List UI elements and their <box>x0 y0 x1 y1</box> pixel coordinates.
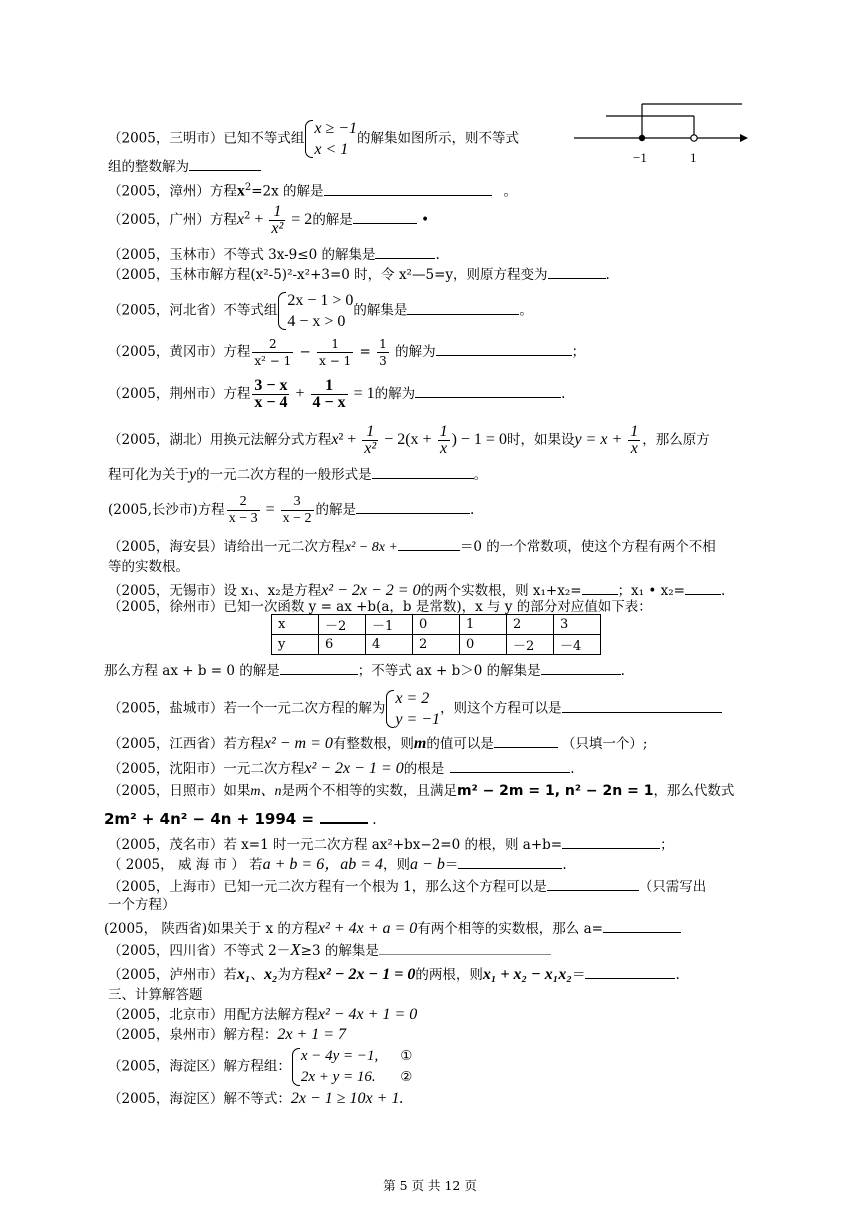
problem-zhangzhou: （2005，漳州）方程$x^2=2x$ 的解是 。 <box>108 182 518 200</box>
problem-beijing: （2005，北京市）用配方法解方程x² − 4x + 1 = 0 <box>108 1006 418 1023</box>
problem-hubei: （2005，湖北）用换元法解分式方程x² + $\frac{1}{\text{x²}}$ − 2(x + $\frac{1}{x}$ ) − 1 = 0时，如果设y = x + $\frac{1}{x}$ ，那么原方 <box>108 423 710 457</box>
fraction: $\frac{1}{\text{x²}}$ <box>364 423 377 457</box>
problem-yulin-2: （2005，玉林市解方程(x²-5)²-x²+3=0 时，令 x²—5=y，则原方程变为 . <box>108 264 610 284</box>
answer-blank <box>582 580 618 595</box>
answer-blank <box>353 209 417 224</box>
problem-haidian-1: （2005，海淀区）解方程组： x − 4y = −1, 2x + y = 16. ① ② <box>108 1046 412 1088</box>
answer-blank <box>547 876 639 891</box>
equation-markers: ① ② <box>400 1048 413 1085</box>
answer-blank <box>450 758 570 773</box>
answer-blank <box>548 264 606 279</box>
problem-quanzhou: （2005，泉州市）解方程：2x + 1 = 7 <box>108 1026 347 1043</box>
answer-blank <box>372 464 474 479</box>
problem-xuzhou: （2005，徐州市）已知一次函数 y = ax +b(a，b 是常数)，x 与 y 的部分对应值如下表： <box>108 599 652 615</box>
problem-sichuan: （2005，四川省）不等式 2－X≥3 的解集是 <box>108 940 551 960</box>
svg-text:1: 1 <box>690 150 697 165</box>
problem-rizhao: （2005，日照市）如果m、n是两个不相等的实数，且满足m² − 2m = 1, n² − 2n = 1，那么代数式 <box>108 783 735 799</box>
table-row: x －2 －1 0 1 2 3 <box>272 615 601 635</box>
problem-jingzhou: （2005，荆州市）方程 $\frac{3 - x}{x - 4}$ + $\frac{1}{4 - x}$ = 1的解为 . <box>108 377 566 411</box>
answer-blank <box>436 341 572 356</box>
answer-blank <box>685 580 721 595</box>
page-footer: 第 5 页 共 12 页 <box>383 1178 477 1193</box>
answer-blank <box>189 156 261 171</box>
problem-yulin-1: （2005，玉林市）不等式 3x-9≤0 的解集是 . <box>108 244 440 264</box>
solution-system: x = 2 y = −1 <box>385 688 440 730</box>
problem-sanming: （2005，三明市）已知不等式组 x ≥ −1 x < 1 的解集如图所示，则不等式 <box>108 120 520 158</box>
problem-changsha: (2005,长沙市)方程 $\frac{2}{x - 3}$ = $\frac{3}{x - 2}$ 的解是 . <box>108 494 475 526</box>
problem-haian: （2005，海安县）请给出一元二次方程x² − 8x + ＝0 的一个常数项，使这个方程有两个不相 <box>108 536 716 557</box>
answer-blank <box>541 660 621 675</box>
problem-yancheng: （2005，盐城市）若一个一元二次方程的解为 x = 2 y = −1 ，则这个方程可以是 <box>108 688 722 730</box>
answer-blank <box>585 964 675 979</box>
answer-blank <box>458 854 562 869</box>
problem-haidian-2: （2005，海淀区）解不等式：2x − 1 ≥ 10x + 1. <box>108 1090 404 1107</box>
fraction: $\frac{3}{x - 2}$ <box>282 494 312 526</box>
inequality-system: x ≥ −1 x < 1 <box>304 118 357 160</box>
problem-xuzhou-cont: 那么方程 ax + b = 0 的解是 ；不等式 ax + b＞0 的解集是 . <box>104 660 625 680</box>
section-heading: 三、计算解答题 <box>108 987 203 1003</box>
problem-hubei-cont: 程可化为关于y的一元二次方程的一般形式是 。 <box>108 466 488 483</box>
answer-blank <box>324 181 492 196</box>
answer-blank <box>415 383 561 398</box>
answer-blank <box>603 918 681 933</box>
problem-shaanxi: (2005， 陕西省)如果关于 x 的方程x² + 4x + a = 0有两个相等的实数根，那么 a= <box>104 918 681 938</box>
answer-blank <box>379 940 551 955</box>
answer-blank <box>562 834 660 849</box>
answer-blank <box>375 244 435 259</box>
fraction: $\frac{1}{x - 1}$ <box>319 337 352 368</box>
problem-hebei: （2005，河北省）不等式组 2x − 1 > 0 4 − x > 0 的解集是 。 <box>108 292 533 330</box>
equation-system: x − 4y = −1, 2x + y = 16. <box>291 1046 378 1088</box>
problem-shanghai: （2005，上海市）已知一元二次方程有一个根为 1，那么这个方程可以是 （只需写出 <box>108 876 706 896</box>
answer-blank <box>280 660 358 675</box>
problem-huanggang: （2005，黄冈市）方程 $\frac{2}{\text{x² − 1}}$ − $\frac{1}{x - 1}$ = $\frac{1}{3}$ 的解为 ； <box>108 337 586 368</box>
fraction: $\frac{1}{3}$ <box>379 337 387 368</box>
fraction: $\frac{2}{\text{x² − 1}}$ <box>254 337 292 368</box>
answer-blank <box>407 300 519 315</box>
problem-luzhou: （2005，泸州市）若x₁、x₂为方程x² − 2x − 1 = 0的两根，则x₁ + x₂ − x₁x₂＝ . <box>108 966 680 983</box>
fraction: $\frac{2}{x - 3}$ <box>228 494 258 526</box>
problem-guangzhou: （2005，广州）方程$x^2$ + $\frac{1}{\text{x²}}$ = 2的解是 • <box>108 203 430 237</box>
svg-text:−1: −1 <box>633 150 647 165</box>
problem-jiangxi: （2005，江西省）若方程x² − m = 0有整数根，则m的值可以是 （只填一个）; <box>108 735 648 752</box>
answer-blank <box>398 536 460 551</box>
problem-shenyang: （2005，沈阳市）一元二次方程x² − 2x − 1 = 0的根是 . <box>108 760 575 777</box>
fraction: $\frac{1}{x}$ <box>630 423 639 457</box>
answer-blank <box>494 733 558 748</box>
problem-weihai: （ 2005， 威 海 市 ） 若a + b = 6，ab = 4，则a − b＝ . <box>108 856 567 873</box>
number-line-figure <box>570 96 750 168</box>
problem-rizhao-cont: 2m² + 4n² − 4n + 1994 = . <box>104 810 377 828</box>
answer-blank <box>562 698 722 713</box>
answer-blank <box>356 499 470 514</box>
table-row: y 6 4 2 0 －2 －4 <box>272 635 601 655</box>
problem-wuxi: （2005，无锡市）设 x₁、x₂是方程x² − 2x − 2 = 0的两个实数根，则 x₁+x₂= ；x₁ • x₂= . <box>108 582 726 599</box>
fraction: $\frac{1}{4 - x}$ <box>312 377 346 411</box>
problem-sanming-cont: 组的整数解为 <box>108 156 261 176</box>
inequality-system: 2x − 1 > 0 4 − x > 0 <box>277 290 353 332</box>
value-table <box>271 614 601 655</box>
problem-shanghai-cont: 一个方程） <box>108 897 176 913</box>
fraction: $\frac{3 - x}{x - 4}$ <box>254 377 288 411</box>
problem-haian-cont: 等的实数根。 <box>108 559 189 575</box>
fraction: $\frac{1}{x}$ <box>439 423 448 457</box>
problem-maoming: （2005，茂名市）若 x=1 时一元二次方程 ax²+bx−2=0 的根，则 a+b= ； <box>108 834 674 854</box>
answer-blank <box>320 808 368 824</box>
fraction: $\frac{1}{\text{x²}}$ <box>271 203 284 237</box>
